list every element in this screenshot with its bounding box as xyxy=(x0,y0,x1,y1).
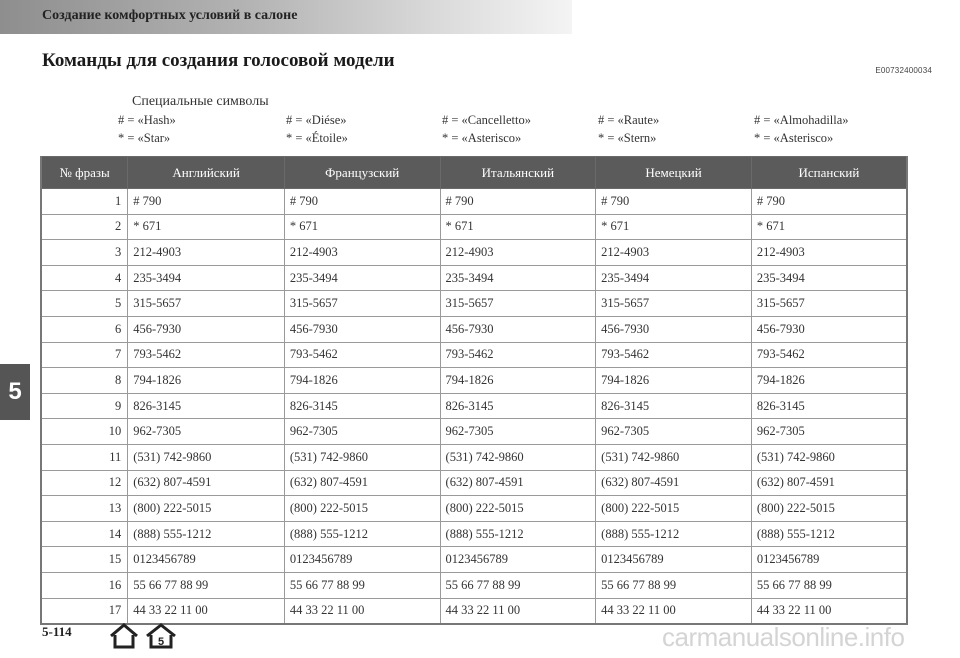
cell-french: 826-3145 xyxy=(284,393,440,419)
cell-spanish: 212-4903 xyxy=(751,240,907,266)
column-header-phrase-number: № фразы xyxy=(41,157,128,189)
cell-german: 212-4903 xyxy=(596,240,752,266)
watermark: carmanualsonline.info xyxy=(662,622,905,652)
cell-phrase-number: 14 xyxy=(41,521,128,547)
cell-phrase-number: 7 xyxy=(41,342,128,368)
cell-french: (800) 222-5015 xyxy=(284,496,440,522)
table-row xyxy=(41,444,907,470)
cell-italian: 235-3494 xyxy=(440,265,596,291)
cell-spanish: * 671 xyxy=(751,214,907,240)
hash-symbol-french: # = «Diése» xyxy=(286,113,347,127)
cell-spanish: 456-7930 xyxy=(751,316,907,342)
column-header-english: Английский xyxy=(128,157,285,189)
cell-phrase-number: 10 xyxy=(41,419,128,445)
cell-german: (888) 555-1212 xyxy=(596,521,752,547)
table-row xyxy=(41,393,907,419)
cell-english: (632) 807-4591 xyxy=(128,470,285,496)
cell-german: 315-5657 xyxy=(596,291,752,317)
cell-english: 826-3145 xyxy=(128,393,285,419)
cell-italian: 456-7930 xyxy=(440,316,596,342)
cell-phrase-number: 15 xyxy=(41,547,128,573)
cell-italian: 315-5657 xyxy=(440,291,596,317)
cell-english: 456-7930 xyxy=(128,316,285,342)
cell-italian: # 790 xyxy=(440,189,596,215)
cell-french: 55 66 77 88 99 xyxy=(284,572,440,598)
cell-spanish: 235-3494 xyxy=(751,265,907,291)
cell-italian: 212-4903 xyxy=(440,240,596,266)
cell-english: 235-3494 xyxy=(128,265,285,291)
cell-german: (800) 222-5015 xyxy=(596,496,752,522)
table-row xyxy=(41,316,907,342)
cell-french: 962-7305 xyxy=(284,419,440,445)
cell-phrase-number: 9 xyxy=(41,393,128,419)
cell-spanish: 793-5462 xyxy=(751,342,907,368)
hash-symbol-italian: # = «Cancelletto» xyxy=(442,113,531,127)
cell-phrase-number: 17 xyxy=(41,598,128,624)
cell-french: (632) 807-4591 xyxy=(284,470,440,496)
section-header-bar xyxy=(0,0,572,34)
cell-phrase-number: 13 xyxy=(41,496,128,522)
cell-english: 315-5657 xyxy=(128,291,285,317)
table-row xyxy=(41,291,907,317)
chapter-home-icon[interactable] xyxy=(144,622,178,650)
page-code: E00732400034 xyxy=(875,66,932,75)
cell-phrase-number: 4 xyxy=(41,265,128,291)
cell-spanish: 44 33 22 11 00 xyxy=(751,598,907,624)
cell-german: # 790 xyxy=(596,189,752,215)
cell-italian: 55 66 77 88 99 xyxy=(440,572,596,598)
cell-german: * 671 xyxy=(596,214,752,240)
table-row xyxy=(41,240,907,266)
voice-commands-table xyxy=(40,156,908,625)
column-header-french: Французский xyxy=(284,157,440,189)
cell-spanish: 55 66 77 88 99 xyxy=(751,572,907,598)
cell-spanish: 826-3145 xyxy=(751,393,907,419)
hash-symbol-german: # = «Raute» xyxy=(598,113,660,127)
table-row xyxy=(41,496,907,522)
table-body xyxy=(41,189,907,625)
special-symbols-label: Специальные символы xyxy=(132,94,269,109)
hash-symbol-english: # = «Hash» xyxy=(118,113,176,127)
cell-italian: (531) 742-9860 xyxy=(440,444,596,470)
home-icon[interactable] xyxy=(108,622,140,650)
cell-spanish: # 790 xyxy=(751,189,907,215)
cell-german: 55 66 77 88 99 xyxy=(596,572,752,598)
cell-phrase-number: 5 xyxy=(41,291,128,317)
cell-spanish: 962-7305 xyxy=(751,419,907,445)
table-row xyxy=(41,470,907,496)
star-symbol-italian: * = «Asterisco» xyxy=(442,131,522,145)
cell-german: 44 33 22 11 00 xyxy=(596,598,752,624)
table-row xyxy=(41,572,907,598)
cell-german: 794-1826 xyxy=(596,368,752,394)
cell-french: # 790 xyxy=(284,189,440,215)
cell-spanish: (531) 742-9860 xyxy=(751,444,907,470)
cell-phrase-number: 12 xyxy=(41,470,128,496)
cell-english: (800) 222-5015 xyxy=(128,496,285,522)
cell-german: 456-7930 xyxy=(596,316,752,342)
cell-french: 794-1826 xyxy=(284,368,440,394)
chapter-tab: 5 xyxy=(0,364,30,420)
cell-french: * 671 xyxy=(284,214,440,240)
table-row xyxy=(41,342,907,368)
table-row xyxy=(41,521,907,547)
table-row xyxy=(41,368,907,394)
star-symbol-english: * = «Star» xyxy=(118,131,171,145)
cell-german: 826-3145 xyxy=(596,393,752,419)
cell-english: 44 33 22 11 00 xyxy=(128,598,285,624)
cell-french: 212-4903 xyxy=(284,240,440,266)
cell-italian: (888) 555-1212 xyxy=(440,521,596,547)
cell-italian: 44 33 22 11 00 xyxy=(440,598,596,624)
cell-english: # 790 xyxy=(128,189,285,215)
table-row xyxy=(41,598,907,624)
page-number: 5-114 xyxy=(42,624,72,639)
cell-german: 793-5462 xyxy=(596,342,752,368)
cell-phrase-number: 3 xyxy=(41,240,128,266)
cell-english: 55 66 77 88 99 xyxy=(128,572,285,598)
cell-phrase-number: 2 xyxy=(41,214,128,240)
section-header-title: Создание комфортных условий в салоне xyxy=(42,8,298,23)
cell-italian: (632) 807-4591 xyxy=(440,470,596,496)
cell-english: (888) 555-1212 xyxy=(128,521,285,547)
cell-phrase-number: 1 xyxy=(41,189,128,215)
table-header-row xyxy=(41,157,907,189)
cell-french: 793-5462 xyxy=(284,342,440,368)
cell-italian: 962-7305 xyxy=(440,419,596,445)
cell-german: (632) 807-4591 xyxy=(596,470,752,496)
cell-italian: * 671 xyxy=(440,214,596,240)
cell-italian: 793-5462 xyxy=(440,342,596,368)
cell-english: 793-5462 xyxy=(128,342,285,368)
column-header-german: Немецкий xyxy=(596,157,752,189)
cell-spanish: (800) 222-5015 xyxy=(751,496,907,522)
cell-french: 0123456789 xyxy=(284,547,440,573)
cell-italian: 826-3145 xyxy=(440,393,596,419)
cell-italian: 0123456789 xyxy=(440,547,596,573)
cell-german: 0123456789 xyxy=(596,547,752,573)
cell-french: (888) 555-1212 xyxy=(284,521,440,547)
table-row xyxy=(41,214,907,240)
page-title: Команды для создания голосовой модели xyxy=(42,50,395,71)
cell-french: 235-3494 xyxy=(284,265,440,291)
cell-french: 44 33 22 11 00 xyxy=(284,598,440,624)
star-symbol-german: * = «Stern» xyxy=(598,131,657,145)
cell-french: 456-7930 xyxy=(284,316,440,342)
cell-english: 212-4903 xyxy=(128,240,285,266)
cell-english: 794-1826 xyxy=(128,368,285,394)
cell-english: * 671 xyxy=(128,214,285,240)
cell-phrase-number: 8 xyxy=(41,368,128,394)
cell-spanish: 794-1826 xyxy=(751,368,907,394)
table-row xyxy=(41,547,907,573)
cell-italian: 794-1826 xyxy=(440,368,596,394)
cell-italian: (800) 222-5015 xyxy=(440,496,596,522)
cell-spanish: 0123456789 xyxy=(751,547,907,573)
cell-phrase-number: 16 xyxy=(41,572,128,598)
cell-spanish: (888) 555-1212 xyxy=(751,521,907,547)
column-header-spanish: Испанский xyxy=(751,157,907,189)
cell-spanish: 315-5657 xyxy=(751,291,907,317)
cell-spanish: (632) 807-4591 xyxy=(751,470,907,496)
cell-german: 235-3494 xyxy=(596,265,752,291)
star-symbol-french: * = «Étoile» xyxy=(286,131,348,145)
chapter-badge-number: 5 xyxy=(157,636,165,648)
cell-english: 962-7305 xyxy=(128,419,285,445)
footer-nav-icons xyxy=(108,622,178,650)
hash-symbol-spanish: # = «Almohadilla» xyxy=(754,113,849,127)
cell-french: (531) 742-9860 xyxy=(284,444,440,470)
column-header-italian: Итальянский xyxy=(440,157,596,189)
star-symbol-spanish: * = «Asterisco» xyxy=(754,131,834,145)
cell-phrase-number: 6 xyxy=(41,316,128,342)
table-row xyxy=(41,189,907,215)
cell-german: (531) 742-9860 xyxy=(596,444,752,470)
table-row xyxy=(41,265,907,291)
cell-phrase-number: 11 xyxy=(41,444,128,470)
cell-english: 0123456789 xyxy=(128,547,285,573)
cell-german: 962-7305 xyxy=(596,419,752,445)
cell-french: 315-5657 xyxy=(284,291,440,317)
table-row xyxy=(41,419,907,445)
cell-english: (531) 742-9860 xyxy=(128,444,285,470)
